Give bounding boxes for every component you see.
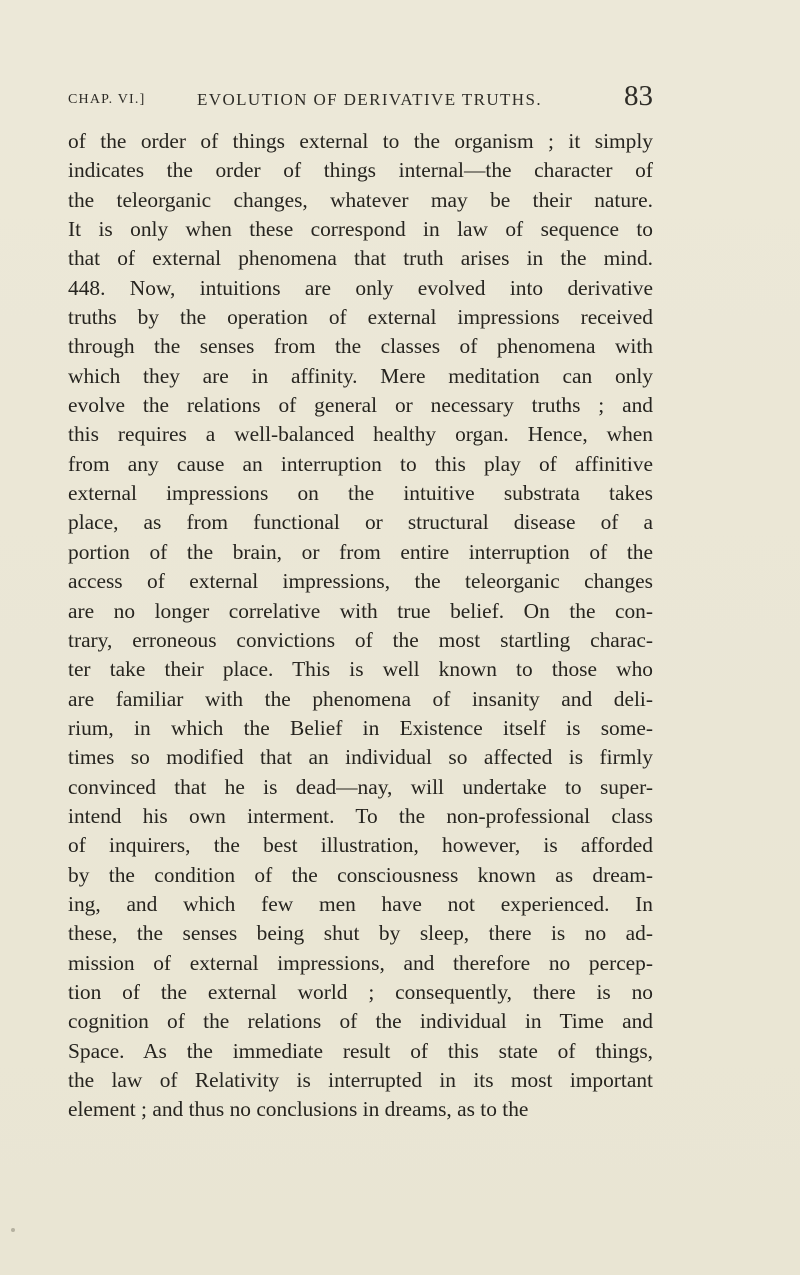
page-number: 83 — [624, 80, 653, 112]
text-line: cognition of the relations of the individual in Time and — [68, 1009, 653, 1034]
text-line: are familiar with the phenomena of insanity and deli- — [68, 686, 653, 711]
text-line: this requires a well-balanced healthy organ. Hence, when — [68, 422, 653, 447]
text-line: which they are in affinity. Mere meditation can only — [68, 363, 653, 388]
body-text — [68, 127, 653, 1125]
text-line: portion of the brain, or from entire interruption of the — [68, 539, 653, 564]
text-line: tion of the external world ; consequently, there is no — [68, 979, 653, 1004]
text-line: evolve the relations of general or necessary truths ; and — [68, 393, 653, 418]
text-line: trary, erroneous convictions of the most startling charac- — [68, 627, 653, 652]
running-title: EVOLUTION OF DERIVATIVE TRUTHS. — [197, 90, 542, 109]
text-line: are no longer correlative with true belief. On the con- — [68, 598, 653, 623]
text-line: convinced that he is dead—nay, will undertake to super- — [68, 774, 653, 799]
text-line: of inquirers, the best illustration, however, is afforded — [68, 833, 653, 858]
text-line: access of external impressions, the teleorganic changes — [68, 569, 653, 594]
text-line: intend his own interment. To the non-professional class — [68, 803, 653, 828]
text-line: indicates the order of things internal—the character of — [68, 158, 653, 183]
text-line: Space. As the immediate result of this state of things, — [68, 1038, 653, 1063]
text-line: truths by the operation of external impressions received — [68, 305, 653, 330]
text-line: ter take their place. This is well known to those who — [68, 657, 653, 682]
paragraph-start-line: 448. Now, intuitions are only evolved into derivative — [68, 275, 653, 300]
paper-speck — [11, 1228, 15, 1232]
text-line: rium, in which the Belief in Existence itself is some- — [68, 715, 653, 740]
text-line: ing, and which few men have not experienced. In — [68, 891, 653, 916]
text-line: external impressions on the intuitive substrata takes — [68, 481, 653, 506]
text-line: place, as from functional or structural disease of a — [68, 510, 653, 535]
text-line: It is only when these correspond in law of sequence to — [68, 217, 653, 242]
text-line: of the order of things external to the organism ; it simply — [68, 129, 653, 153]
text-line: mission of external impressions, and therefore no percep- — [68, 950, 653, 975]
text-line: times so modified that an individual so affected is firmly — [68, 745, 653, 770]
text-line: that of external phenomena that truth arises in the mind. — [68, 246, 653, 271]
text-line: these, the senses being shut by sleep, there is no ad- — [68, 921, 653, 946]
text-line: from any cause an interruption to this play of affinitive — [68, 451, 653, 476]
running-head — [68, 80, 653, 124]
text-line: by the condition of the consciousness known as dream- — [68, 862, 653, 887]
text-line: element ; and thus no conclusions in dreams, as to the — [68, 1097, 529, 1122]
text-line: the teleorganic changes, whatever may be their nature. — [68, 187, 653, 212]
text-line: the law of Relativity is interrupted in its most important — [68, 1068, 653, 1092]
text-line: through the senses from the classes of phenomena with — [68, 334, 653, 359]
chapter-label: CHAP. VI.] — [68, 92, 146, 107]
